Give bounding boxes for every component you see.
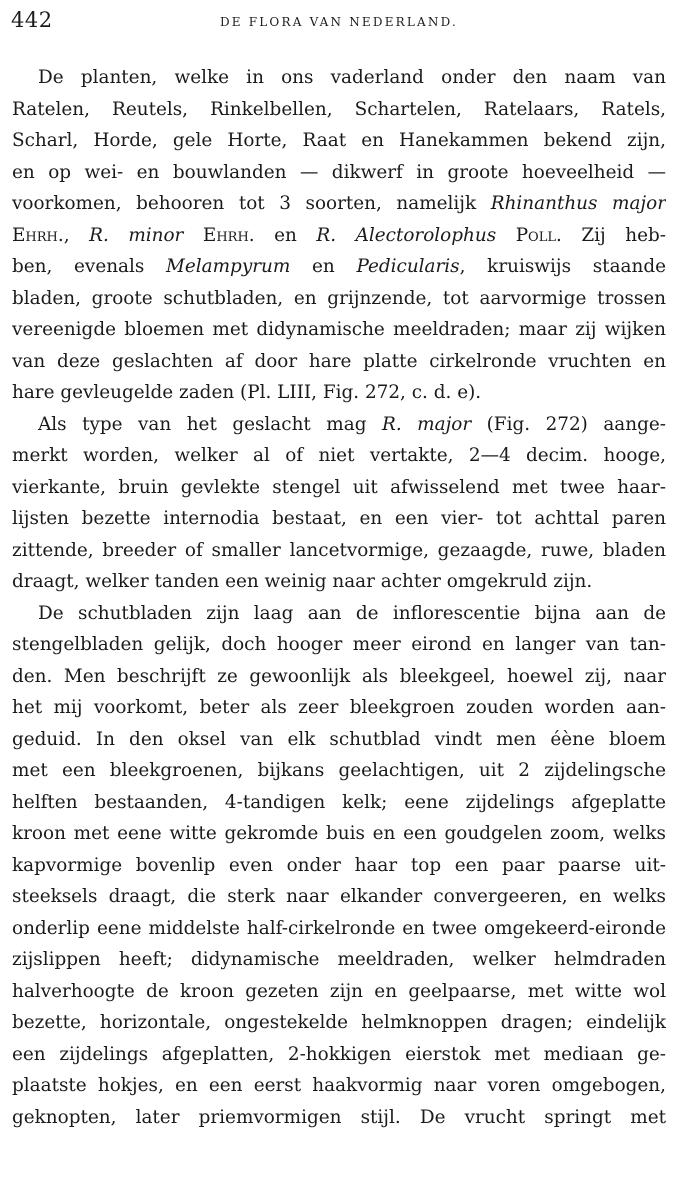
text-segment: onderlip eene middelste half-cirkelronde en twee omgekeerd-eironde (12, 917, 666, 939)
text-line (12, 629, 666, 661)
text-line (12, 157, 666, 189)
text-line (12, 346, 666, 378)
text-segment: het mij voorkomt, beter als zeer bleekgroen zouden worden aan- (12, 697, 666, 718)
text-line (12, 787, 666, 819)
running-head: DE FLORA VAN NEDERLAND. (219, 15, 459, 29)
text-line (12, 661, 666, 693)
author-abbreviation: Ehrh. (12, 224, 64, 246)
text-line (12, 913, 666, 945)
text-line (12, 409, 666, 441)
text-line (12, 251, 666, 283)
text-line (12, 850, 666, 882)
text-segment: (Fig. 272) aange- (471, 413, 666, 435)
text-segment: bladen, groote schutbladen, en grijnzende, tot aarvormige trossen (12, 287, 666, 309)
text-line (12, 377, 666, 409)
text-line (12, 724, 666, 756)
page-number: 442 (11, 8, 53, 32)
text-line (12, 62, 666, 94)
text-segment: geduid. In den oksel van elk schutblad vindt men éène bloem (12, 728, 666, 750)
text-segment: lijsten bezette internodia bestaat, en een vier- tot achttal paren (12, 508, 666, 529)
text-line (12, 1039, 666, 1071)
author-abbreviation: Ehrh. (202, 224, 255, 246)
text-line (12, 976, 666, 1008)
text-line (12, 503, 666, 535)
text-segment: en (290, 256, 357, 277)
text-line (12, 755, 666, 787)
text-segment: zijslippen heeft; didynamische meeldraden, welker helmdraden (12, 949, 666, 970)
text-segment: vereenigde bloemen met didynamische meeldraden; maar zij wijken (12, 319, 666, 340)
text-line (12, 188, 666, 220)
text-segment: stengelbladen gelijk, doch hooger meer eirond en langer van tan- (12, 634, 666, 655)
text-line (12, 1007, 666, 1039)
text-line (12, 94, 666, 126)
text-segment: plaatste hokjes, en een eerst haakvormig naar voren omgebogen, (12, 1075, 666, 1096)
text-segment: zittende, breeder of smaller lancetvormige, gezaagde, ruwe, bladen (12, 539, 666, 561)
text-segment: , (63, 224, 90, 246)
italic-text: Pedicularis (356, 256, 460, 277)
author-abbreviation: Poll. (515, 224, 562, 246)
text-segment: De planten, welke in ons vaderland onder den naam van (38, 67, 666, 88)
body-text (12, 62, 666, 1133)
text-segment: voorkomen, behooren tot 3 soorten, namelijk (12, 193, 491, 214)
text-segment: Scharl, Horde, gele Horte, Raat en Hanekammen bekend zijn, (12, 130, 666, 151)
text-segment: hare gevleugelde zaden (Pl. LIII, Fig. 272, c. d. e). (12, 382, 482, 403)
text-segment: en op wei- en bouwlanden — dikwerf in groote hoeveelheid — (12, 161, 666, 183)
text-line (12, 598, 666, 630)
text-line (12, 125, 666, 157)
italic-text: R. Alectorolophus (316, 224, 497, 246)
text-segment: steeksels draagt, die sterk naar elkander convergeeren, en welks (12, 886, 666, 907)
text-line (12, 472, 666, 504)
text-segment (496, 225, 516, 246)
text-segment: Zij heb- (561, 224, 666, 246)
page-header (11, 8, 667, 34)
text-segment: kroon met eene witte gekromde buis en een goudgelen zoom, welks (12, 823, 666, 844)
text-line (12, 1102, 666, 1134)
text-segment: een zijdelings afgeplatten, 2-hokkigen eierstok met mediaan ge- (12, 1043, 666, 1065)
text-segment: halverhoogte de kroon gezeten zijn en geelpaarse, met witte wol (12, 980, 666, 1002)
text-line (12, 818, 666, 850)
text-line (12, 1070, 666, 1102)
text-segment: van deze geslachten af door hare platte cirkelronde vruchten en (12, 350, 666, 372)
italic-text: Rhinanthus major (490, 193, 666, 214)
text-line (12, 220, 666, 252)
text-line (12, 692, 666, 724)
text-segment: kapvormige bovenlip even onder haar top een paar paarse uit- (12, 854, 666, 876)
text-segment: bezette, horizontale, ongestekelde helmknoppen dragen; eindelijk (12, 1012, 666, 1033)
text-line (12, 314, 666, 346)
text-segment (183, 225, 203, 246)
text-segment: geknopten, later priemvormigen stijl. De vrucht springt met (12, 1106, 666, 1128)
text-segment: en (254, 224, 317, 246)
text-line (12, 566, 666, 598)
text-line (12, 881, 666, 913)
text-segment: helften bestaanden, 4-tandigen kelk; eene zijdelings afgeplatte (12, 791, 666, 813)
text-segment: De schutbladen zijn laag aan de inflorescentie bijna aan de (38, 602, 666, 624)
text-segment: draagt, welker tanden een weinig naar achter omgekruld zijn. (12, 571, 593, 592)
text-segment: Als type van het geslacht mag (38, 413, 382, 435)
italic-text: Melampyrum (166, 256, 291, 277)
text-line (12, 535, 666, 567)
text-segment: den. Men beschrijft ze gewoonlijk als bleekgeel, hoewel zij, naar (12, 665, 666, 687)
text-segment: ben, evenals (12, 256, 167, 277)
italic-text: R. minor (89, 224, 184, 246)
text-line (12, 944, 666, 976)
text-segment: vierkante, bruin gevlekte stengel uit afwisselend met twee haar- (12, 476, 666, 498)
text-segment: met een bleekgroenen, bijkans geelachtigen, uit 2 zijdelingsche (12, 760, 666, 781)
text-segment: merkt worden, welker al of niet vertakte, 2—4 decim. hooge, (12, 445, 666, 466)
text-segment: , kruiswijs staande (459, 256, 666, 277)
text-line (12, 283, 666, 315)
text-segment: Ratelen, Reutels, Rinkelbellen, Schartelen, Ratelaars, Ratels, (12, 98, 666, 120)
italic-text: R. major (381, 413, 472, 435)
text-line (12, 440, 666, 472)
